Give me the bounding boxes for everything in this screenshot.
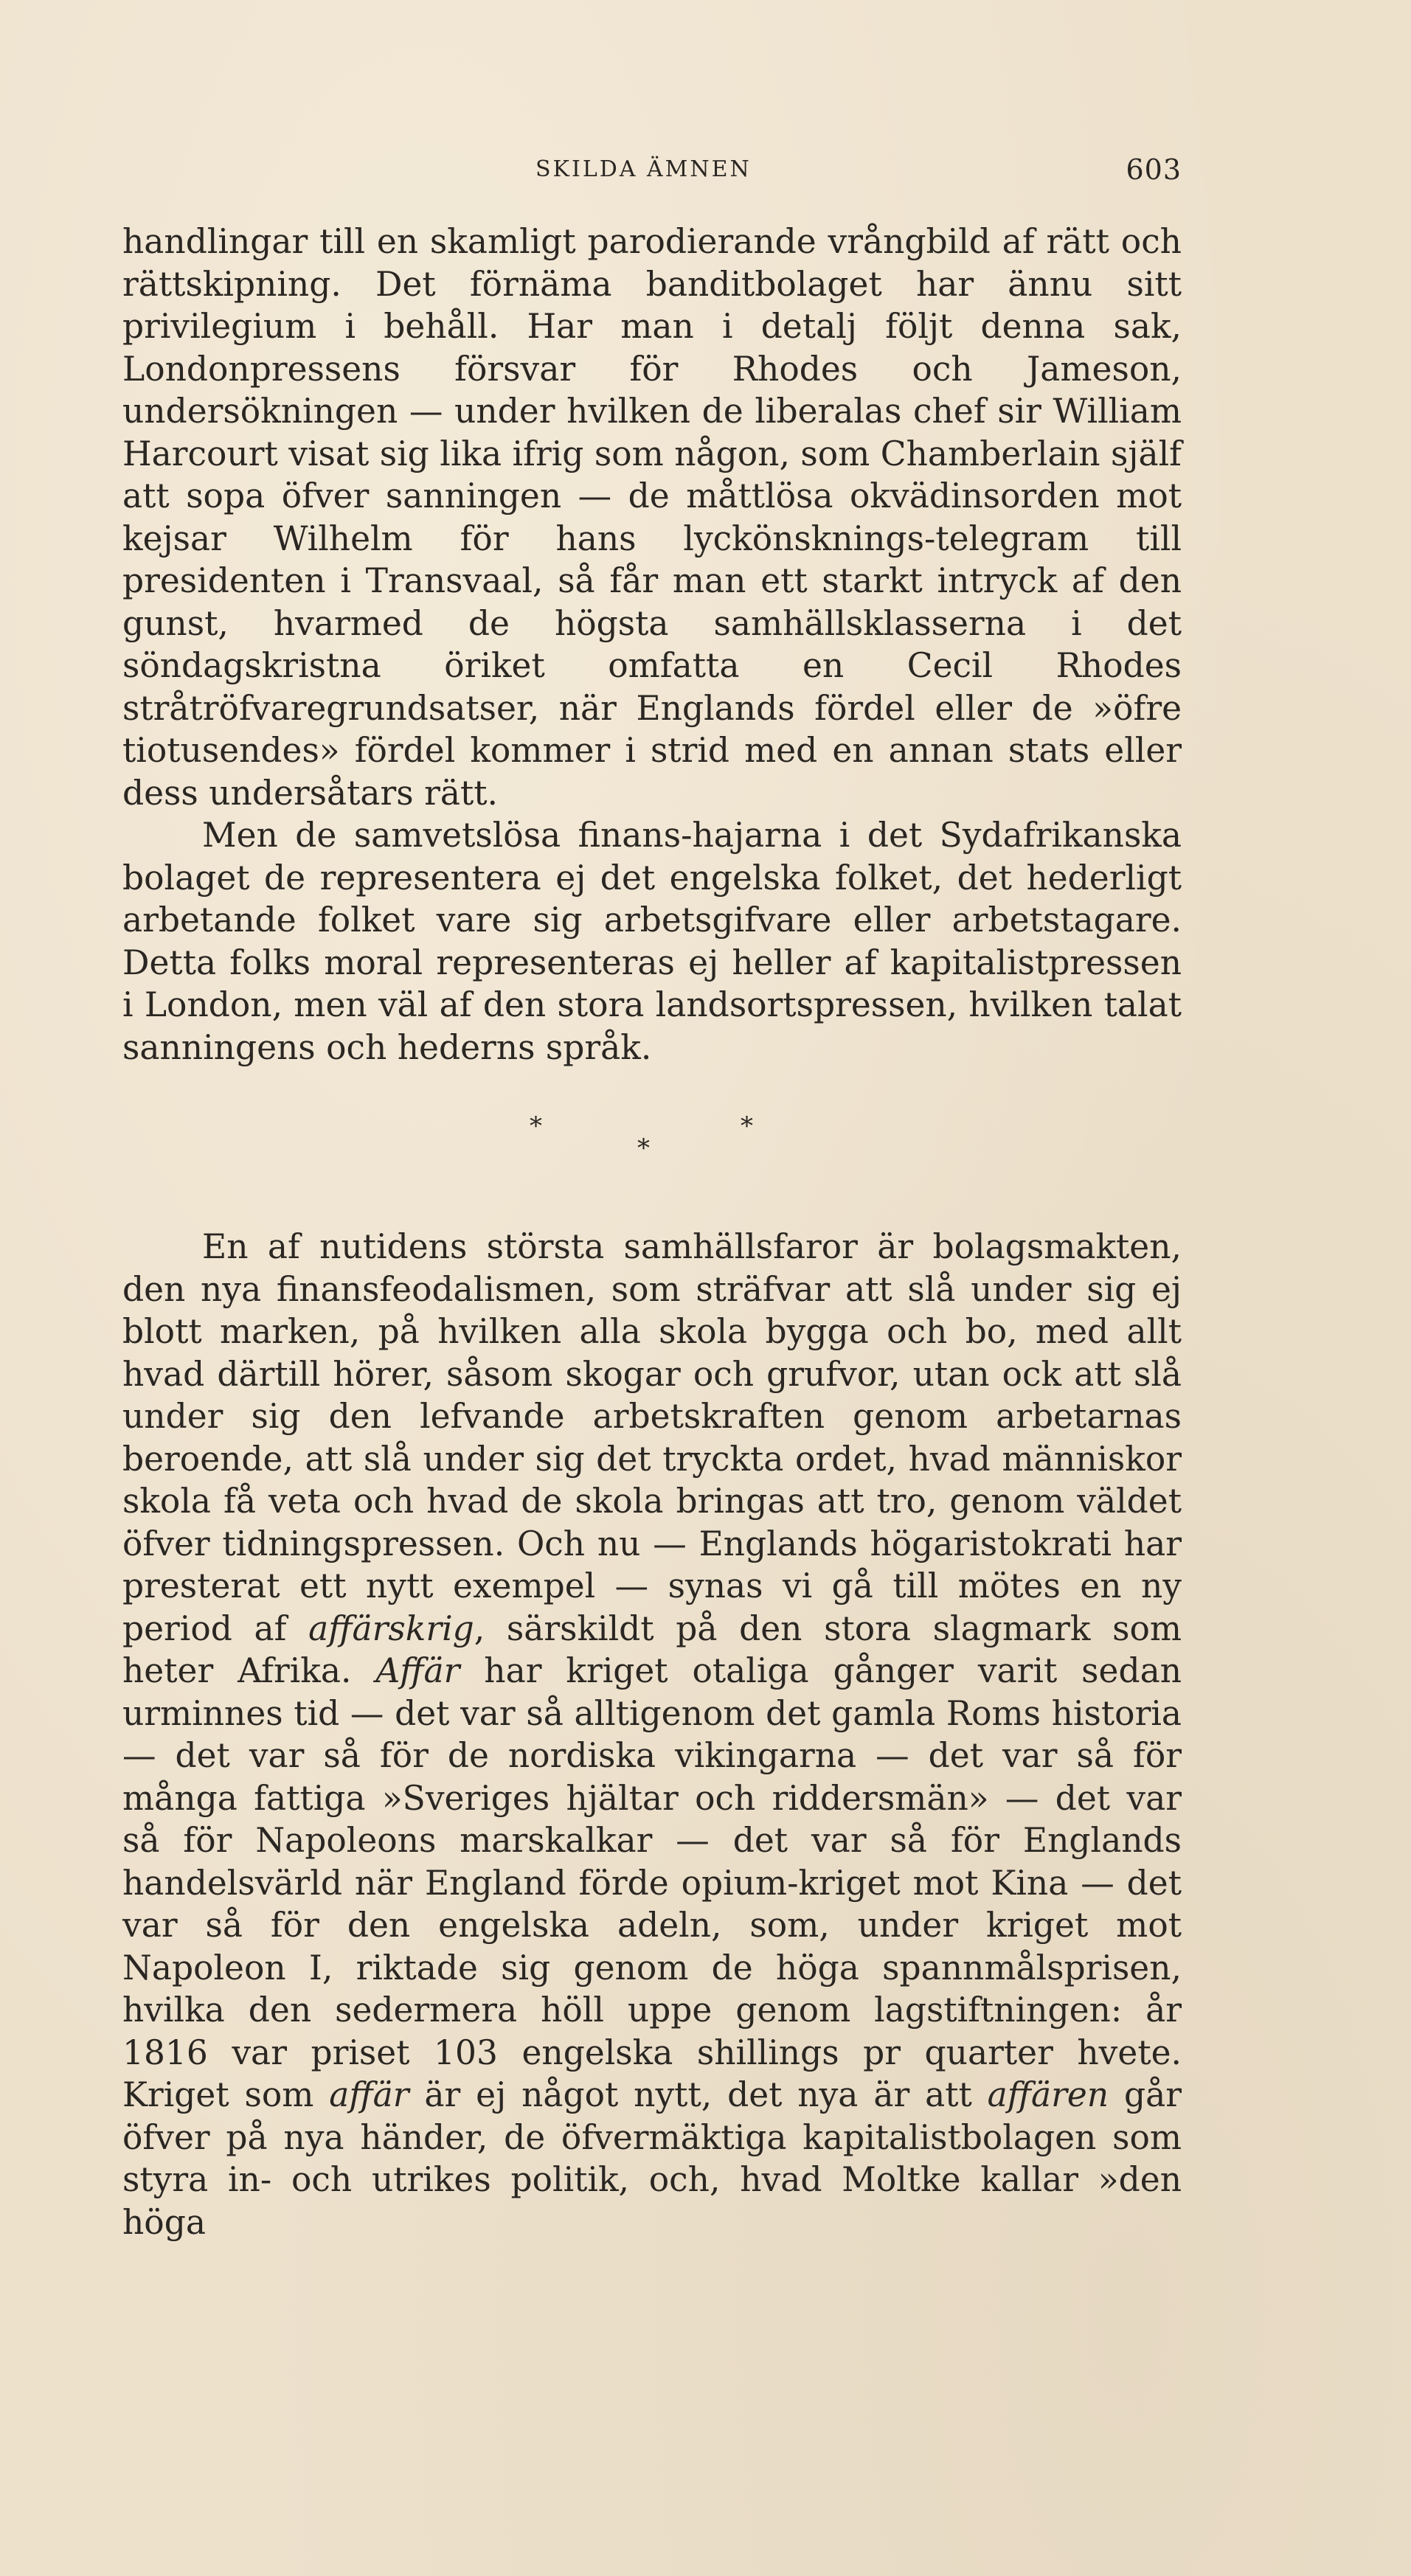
- text-run: En af nutidens största samhällsfaror är bolagsmakten, den nya finansfeodalismen, som sträfvar att slå under sig ej blott marken, på hvilken alla skola bygga och bo, med allt hvad därtill hörer, såsom skogar och grufvor, utan ock att slå under sig den lefvande arbetskraften genom arbetarnas beroende, att slå under sig det tryckta ordet, hvad människor skola få veta och hvad de skola bringas att tro, genom väldet öfver tidningspressen. Och nu — Englands högaristokrati har presterat ett nytt exempel — synas vi gå till mötes en ny period af: [122, 1227, 1182, 1648]
- section-separator: [0, 1106, 1411, 1165]
- asterisk-right: *: [741, 1111, 753, 1141]
- text-block-bottom: [122, 1226, 1182, 2243]
- page-number: 603: [1126, 153, 1182, 186]
- paragraph-finance-sharks: Men de samvetslösa finans-hajarna i det Sydafrikanska bolaget de representera ej det engelska folket, det hederligt arbetande folket vare sig arbetsgifvare eller arbetstagare. Detta folks moral representeras ej heller af kapitalistpressen i London, men väl af den stora landsortspressen, hvilken talat sanningens och hederns språk.: [122, 816, 1182, 1067]
- paragraph-continued: handlingar till en skamligt parodierande vrångbild af rätt och rättskipning. Det förnäma banditbolaget har ännu sitt privilegium i behåll. Har man i detalj följt denna sak, Londonpressens försvar för Rhodes och Jameson, undersökningen — under hvilken de liberalas chef sir William Harcourt visat sig lika ifrig som någon, som Chamberlain själf att sopa öfver sanningen — de måttlösa okvädinsorden mot kejsar Wilhelm för hans lyckönsknings-telegram till presidenten i Transvaal, så får man ett starkt intryck af den gunst, hvarmed de högsta samhällsklasserna i det söndagskristna öriket omfatta en Cecil Rhodes stråtröfvaregrundsatser, när Englands fördel eller de »öfre tiotusendes» fördel kommer i strid med en annan stats eller dess undersåtars rätt.: [122, 222, 1182, 813]
- italic-word: Affär: [375, 1651, 460, 1690]
- asterisk-middle: *: [637, 1133, 650, 1163]
- page-header: [122, 153, 1182, 190]
- text-run: går öfver på nya händer, de öfvermäktiga kapitalistbolagen som styra in- och utrikes politik, och, hvad Moltke kallar »den höga: [122, 2075, 1182, 2242]
- italic-word: affär: [329, 2075, 409, 2114]
- text-block-top: [122, 221, 1182, 1069]
- text-run: har kriget otaliga gånger varit sedan urminnes tid — det var så alltigenom det gamla Roms historia — det var så för de nordiska vikingarna — det var så för många fattiga »Sveriges hjältar och riddersmän» — det var så för Napoleons marskalkar — det var så för Englands handelsvärld när England förde opium-kriget mot Kina — det var så för den engelska adeln, som, under kriget mot Napoleon I, riktade sig genom de höga spannmålsprisen, hvilka den sedermera höll uppe genom lagstiftningen: år 1816 var priset 103 engelska shillings pr quarter hvete. Kriget som: [122, 1651, 1182, 2114]
- text-run: , särskildt på den stora slagmark som heter Afrika.: [122, 1608, 1182, 1690]
- asterisk-left: *: [530, 1111, 542, 1141]
- paragraph-corporate-power: [122, 1226, 1182, 2243]
- running-head: SKILDA ÄMNEN: [535, 156, 752, 182]
- italic-word: affären: [987, 2075, 1109, 2114]
- italic-word: affärskrig: [308, 1608, 474, 1648]
- text-run: är ej något nytt, det nya är att: [409, 2075, 988, 2114]
